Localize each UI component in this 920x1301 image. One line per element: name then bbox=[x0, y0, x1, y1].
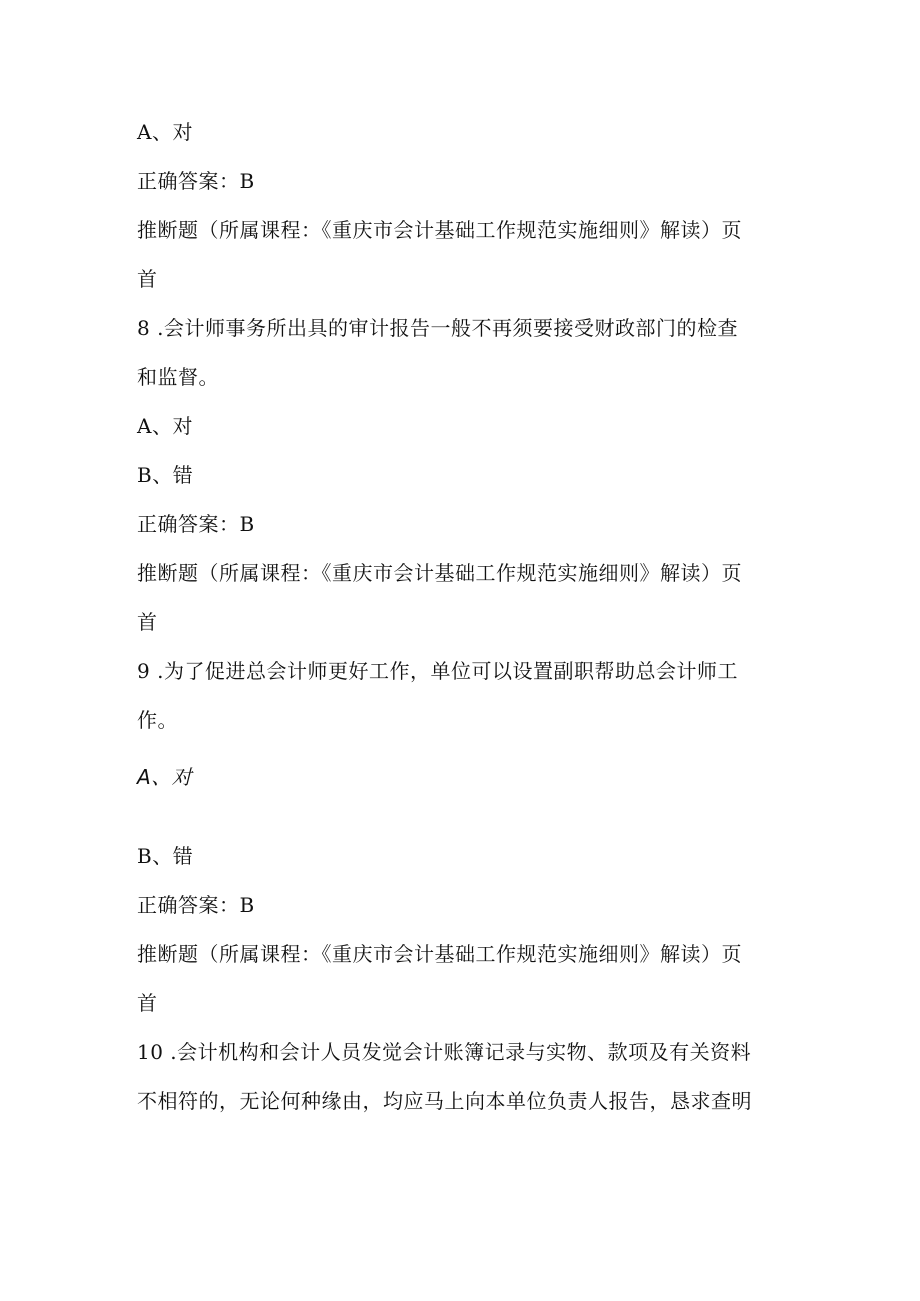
option-a: A、对 bbox=[137, 120, 193, 144]
question-10-text: 10 .会计机构和会计人员发觉会计账簿记录与实物、款项及有关资料 bbox=[137, 1040, 752, 1064]
question-source: 推断题（所属课程：《重庆市会计基础工作规范实施细则》解读）页 bbox=[137, 942, 742, 966]
correct-answer: 正确答案：B bbox=[137, 512, 255, 536]
question-source: 推断题（所属课程：《重庆市会计基础工作规范实施细则》解读）页 bbox=[137, 218, 742, 242]
option-a: A、对 bbox=[137, 414, 193, 438]
option-a: A、对 bbox=[137, 765, 193, 789]
question-9-text-continued: 作。 bbox=[137, 708, 178, 732]
question-source-continued: 首 bbox=[137, 267, 158, 291]
option-b: B、错 bbox=[137, 463, 194, 487]
option-b: B、错 bbox=[137, 844, 194, 868]
question-8-text: 8 .会计师事务所出具的审计报告一般不再须要接受财政部门的检查 bbox=[137, 316, 738, 340]
question-source-continued: 首 bbox=[137, 991, 158, 1015]
question-source: 推断题（所属课程：《重庆市会计基础工作规范实施细则》解读）页 bbox=[137, 561, 742, 585]
correct-answer: 正确答案：B bbox=[137, 893, 255, 917]
question-source-continued: 首 bbox=[137, 610, 158, 634]
correct-answer: 正确答案：B bbox=[137, 169, 255, 193]
question-10-text-continued: 不相符的，无论何种缘由，均应马上向本单位负责人报告，恳求查明 bbox=[137, 1089, 752, 1113]
question-8-text-continued: 和监督。 bbox=[137, 365, 219, 389]
question-9-text: 9 .为了促进总会计师更好工作，单位可以设置副职帮助总会计师工 bbox=[137, 659, 738, 683]
